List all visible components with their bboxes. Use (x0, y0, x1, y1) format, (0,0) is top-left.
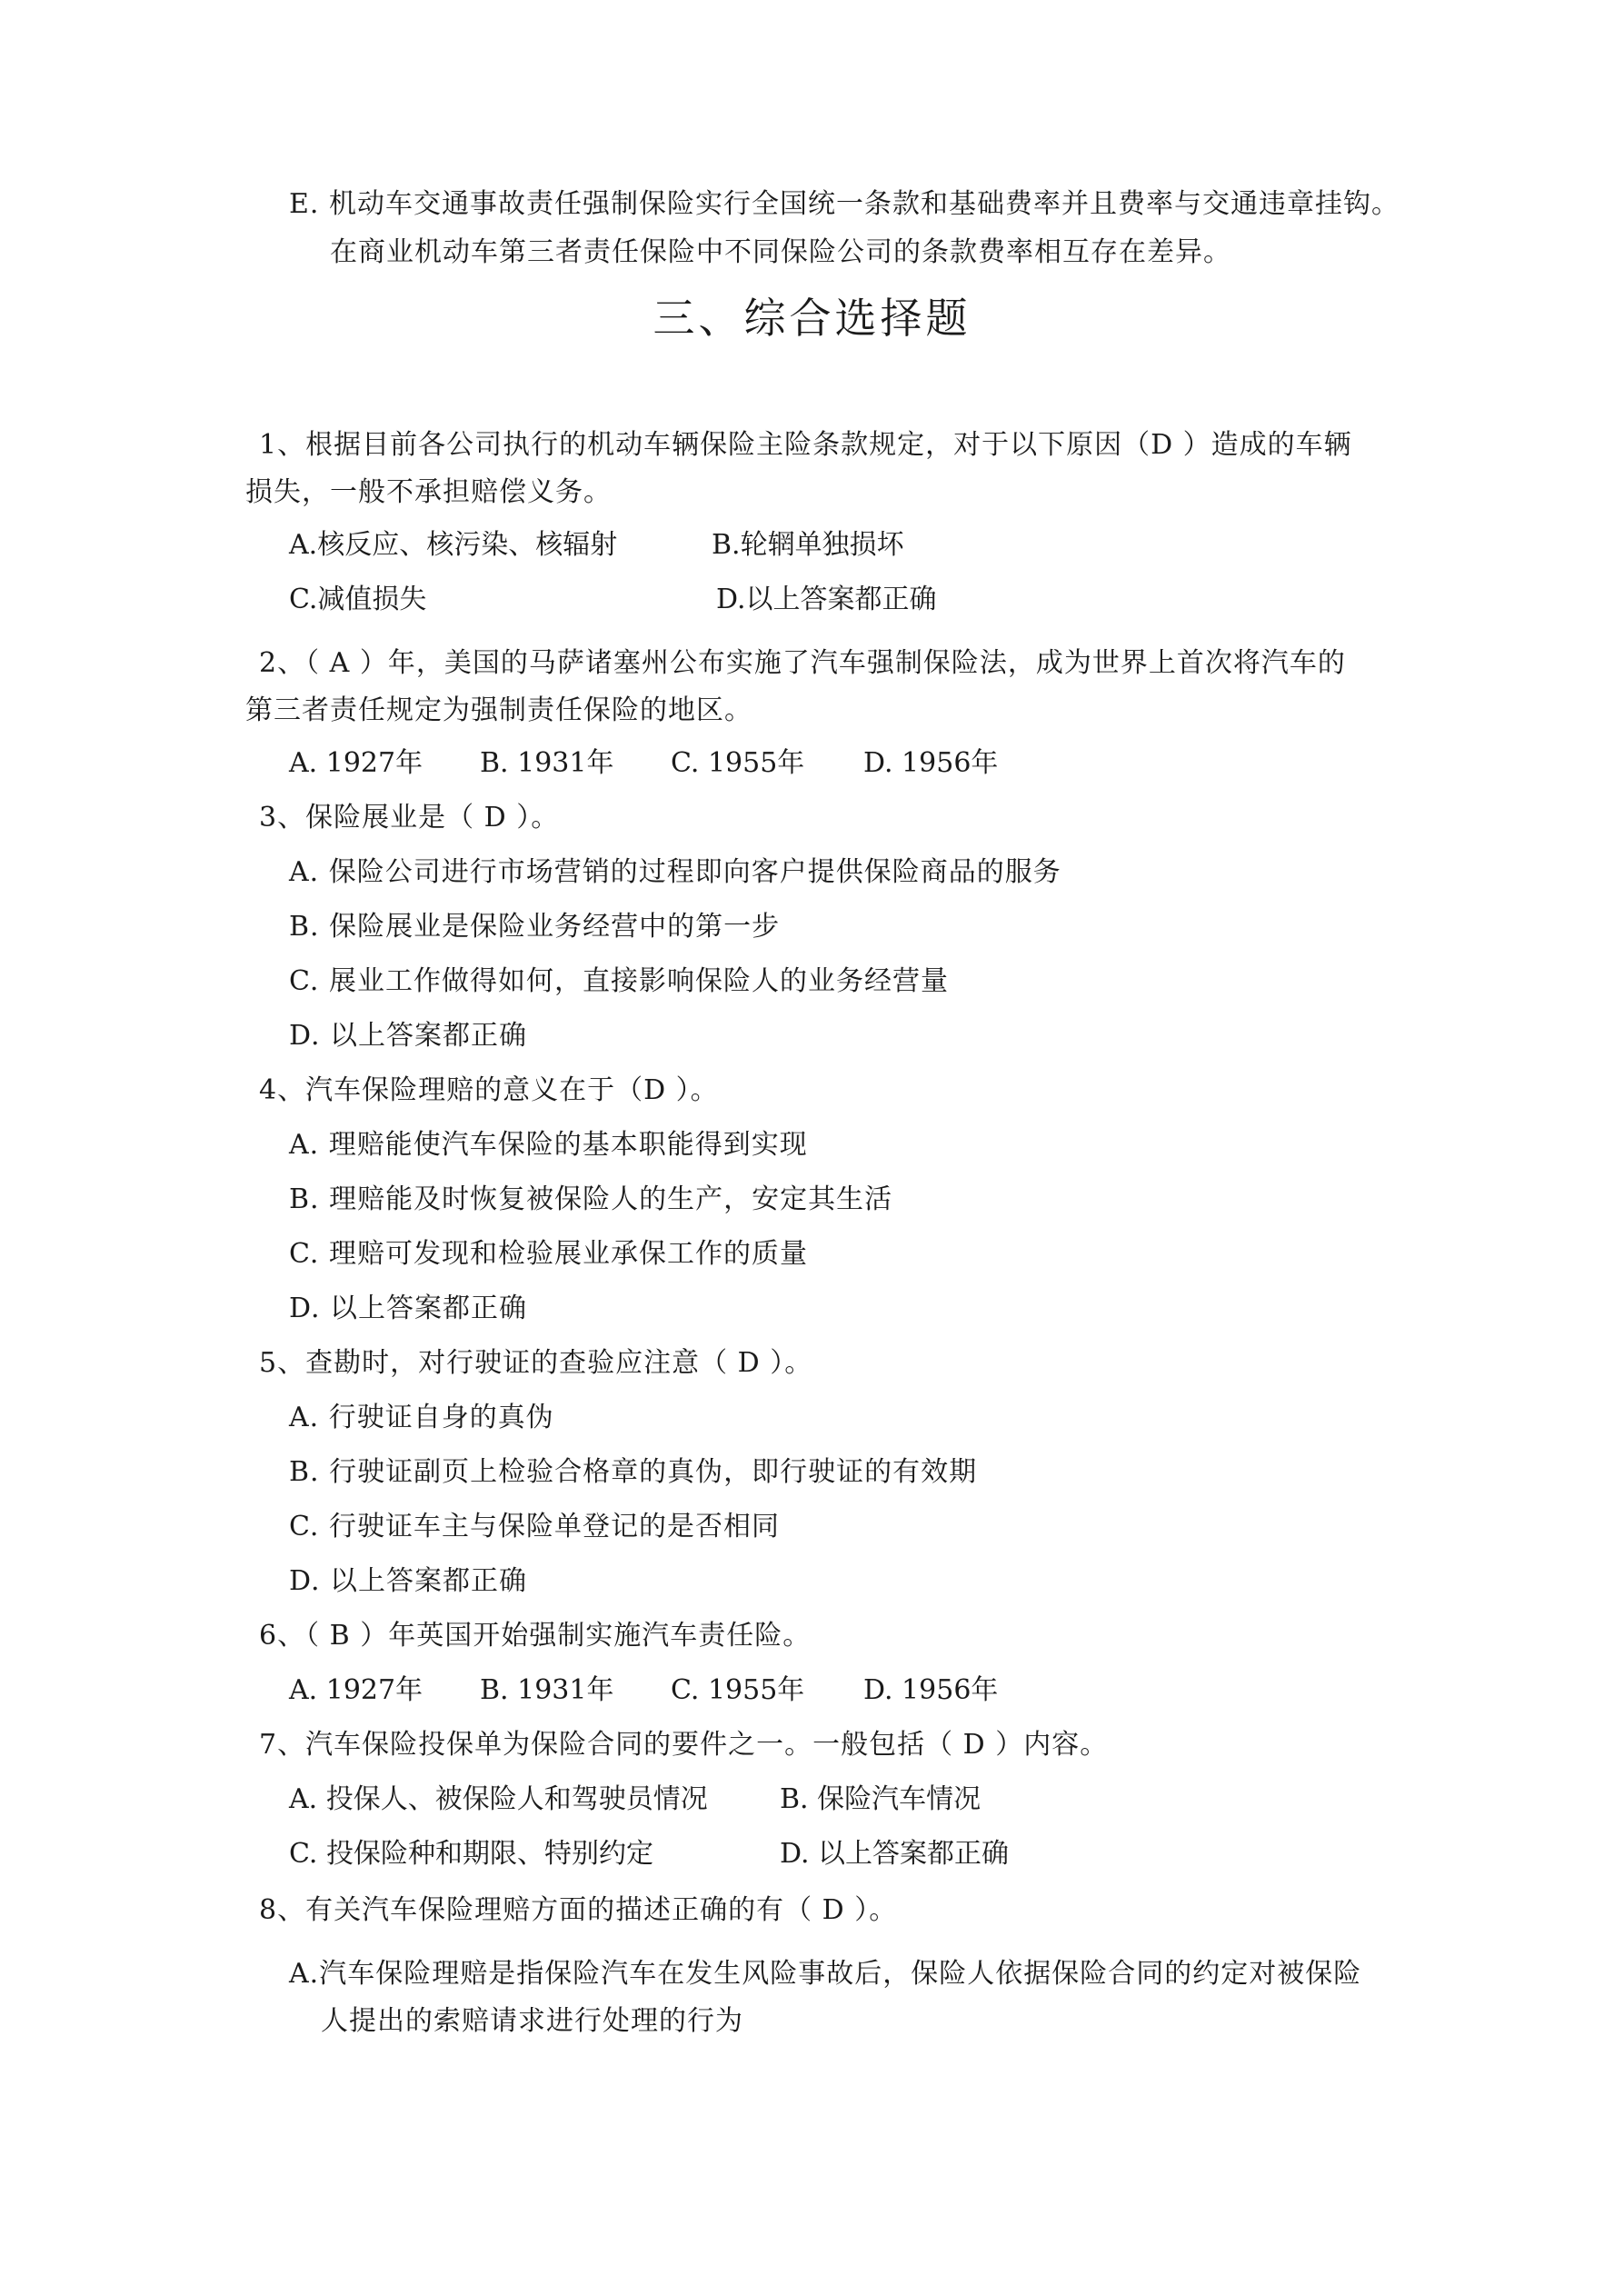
q7-option-b: B. 保险汽车情况 (780, 1783, 981, 1815)
q5-option-d: D. 以上答案都正确 (289, 1565, 528, 1597)
q3-option-c: C. 展业工作做得如何，直接影响保险人的业务经营量 (289, 965, 949, 997)
q1-stem-line-2: 损失，一般不承担赔偿义务。 (245, 476, 612, 508)
q4-option-a: A. 理赔能使汽车保险的基本职能得到实现 (289, 1129, 808, 1161)
q8-option-a-line-2: 人提出的索赔请求进行处理的行为 (321, 2005, 743, 2037)
q5-option-b: B. 行驶证副页上检验合格章的真伪，即行驶证的有效期 (289, 1456, 978, 1488)
q3-stem: 3、保险展业是（ D ）。 (259, 802, 560, 834)
q2-options (289, 745, 998, 782)
q4-option-d: D. 以上答案都正确 (289, 1293, 528, 1324)
q1-options-row-1 (289, 527, 904, 564)
q6-option-d: D. 1956年 (863, 1674, 999, 1706)
q1-stem-line-1: 1、根据目前各公司执行的机动车辆保险主险条款规定，对于以下原因（D ）造成的车辆 (259, 429, 1352, 461)
q6-option-c: C. 1955年 (671, 1674, 805, 1706)
q2-option-b: B. 1931年 (480, 747, 614, 779)
q2-option-a: A. 1927年 (289, 747, 423, 779)
q1-option-b: B.轮辋单独损坏 (712, 529, 904, 561)
q2-stem-line-2: 第三者责任规定为强制责任保险的地区。 (245, 694, 752, 726)
q1-option-a: A.核反应、核污染、核辐射 (289, 529, 618, 561)
q6-option-b: B. 1931年 (480, 1674, 614, 1706)
q7-option-c: C. 投保险种和期限、特别约定 (289, 1838, 653, 1870)
q5-option-a: A. 行驶证自身的真伪 (289, 1402, 554, 1433)
q7-options-row-1 (289, 1782, 981, 1818)
q2-stem-line-1: 2、（ A ）年，美国的马萨诸塞州公布实施了汽车强制保险法，成为世界上首次将汽车的 (259, 647, 1346, 679)
q6-option-a: A. 1927年 (289, 1674, 423, 1706)
q7-stem: 7、汽车保险投保单为保险合同的要件之一。一般包括（ D ）内容。 (259, 1729, 1109, 1761)
q2-option-d: D. 1956年 (863, 747, 999, 779)
q4-option-c: C. 理赔可发现和检验展业承保工作的质量 (289, 1238, 808, 1270)
q7-option-a: A. 投保人、被保险人和驾驶员情况 (289, 1783, 708, 1815)
q1-option-d: D.以上答案都正确 (716, 584, 937, 615)
top-item-line-2: 在商业机动车第三者责任保险中不同保险公司的条款费率相互存在差异。 (330, 236, 1231, 268)
q1-options-row-2 (289, 582, 937, 618)
section-title: 三、综合选择题 (653, 294, 971, 343)
q7-option-d: D. 以上答案都正确 (780, 1838, 1010, 1870)
q5-stem: 5、查勘时，对行驶证的查验应注意（ D ）。 (259, 1347, 813, 1379)
q3-option-d: D. 以上答案都正确 (289, 1020, 528, 1052)
q7-options-row-2 (289, 1836, 1009, 1872)
q4-stem: 4、汽车保险理赔的意义在于（D ）。 (259, 1074, 719, 1106)
q4-option-b: B. 理赔能及时恢复被保险人的生产，安定其生活 (289, 1183, 893, 1215)
q3-option-b: B. 保险展业是保险业务经营中的第一步 (289, 911, 781, 943)
q8-stem: 8、有关汽车保险理赔方面的描述正确的有（ D ）。 (259, 1894, 898, 1926)
q1-option-c: C.减值损失 (289, 584, 427, 615)
q6-options (289, 1672, 998, 1709)
q2-option-c: C. 1955年 (671, 747, 805, 779)
top-item-line-1: E. 机动车交通事故责任强制保险实行全国统一条款和基础费率并且费率与交通违章挂钩。 (289, 188, 1400, 220)
q5-option-c: C. 行驶证车主与保险单登记的是否相同 (289, 1511, 780, 1542)
q3-option-a: A. 保险公司进行市场营销的过程即向客户提供保险商品的服务 (289, 856, 1061, 888)
q6-stem: 6、（ B ）年英国开始强制实施汽车责任险。 (259, 1620, 812, 1652)
q8-option-a-line-1: A.汽车保险理赔是指保险汽车在发生风险事故后，保险人依据保险合同的约定对被保险 (289, 1958, 1362, 1990)
